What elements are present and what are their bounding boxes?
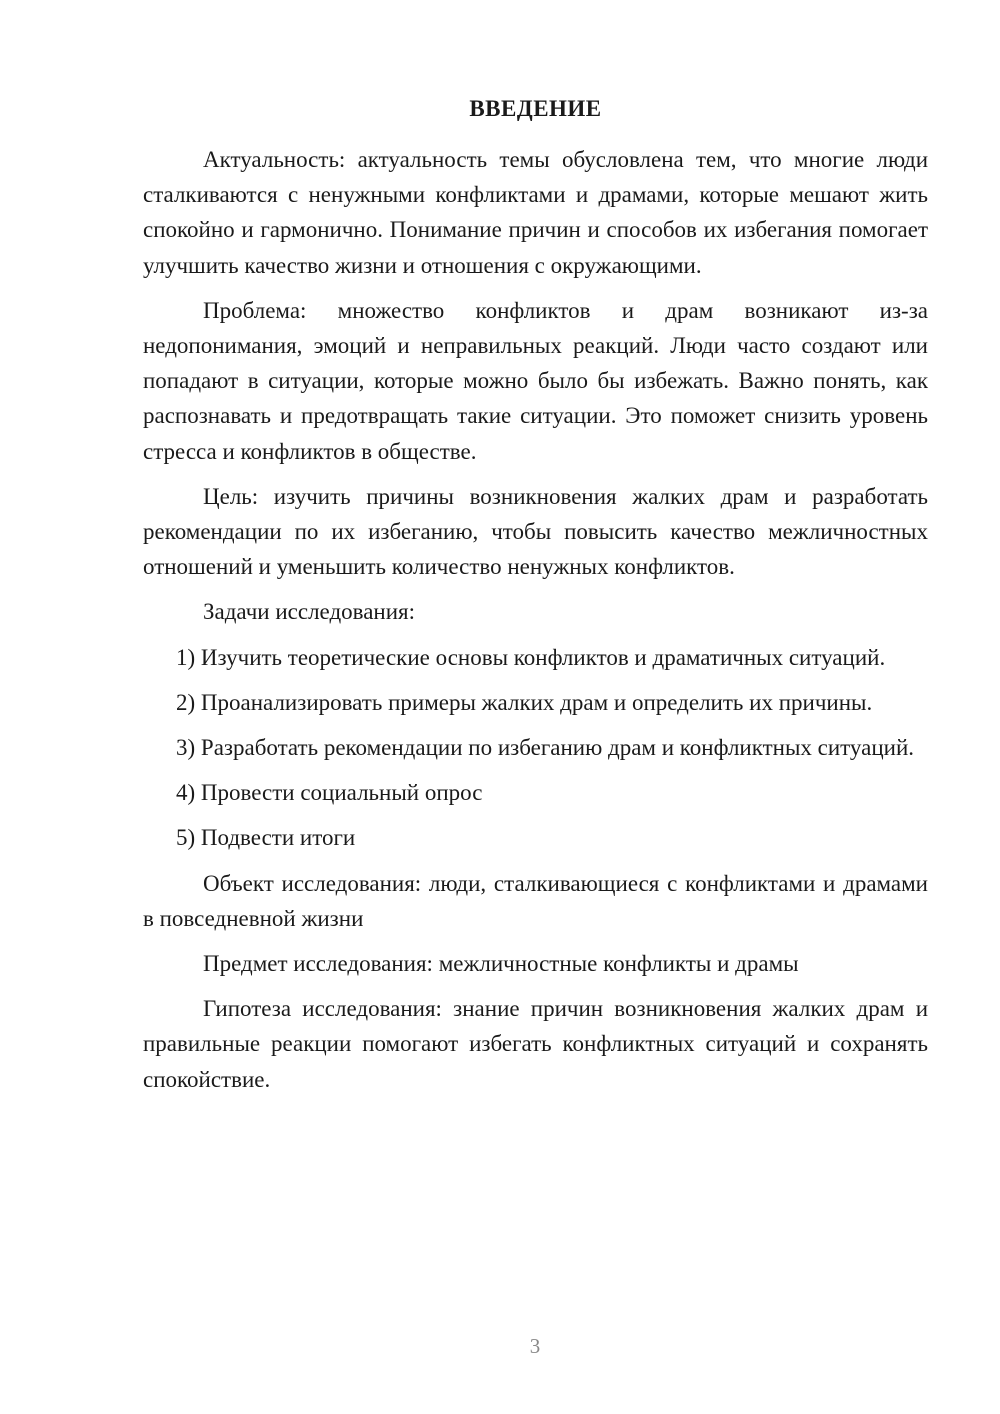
page-number: 3 — [529, 1334, 541, 1358]
paragraph-subject: Предмет исследования: межличностные конфликты и драмы — [203, 951, 799, 977]
task-item-1: 1) Изучить теоретические основы конфликтов и драматичных ситуаций. — [176, 644, 886, 670]
task-item-3: 3) Разработать рекомендации по избеганию драм и конфликтных ситуаций. — [176, 735, 915, 761]
paragraph-hypothesis: Гипотеза исследования: знание причин возникновения жалких драм и правильные реакции помогают избегать конфликтных ситуаций и сохранять спокойствие. — [143, 996, 928, 1092]
document-body — [143, 142, 928, 1107]
task-item-4: 4) Провести социальный опрос — [176, 780, 483, 806]
paragraph-object: Объект исследования: люди, сталкивающиеся с конфликтами и драмами в повседневной жизни — [143, 870, 928, 931]
paragraph-problem: Проблема: множество конфликтов и драм возникают из-за недопонимания, эмоций и неправильных реакций. Люди часто создают или попадают в ситуации, которые можно было бы избежать. Важно понять, как распознавать и предотвращать такие ситуации. Это поможет снизить уровень стресса и конфликтов в обществе. — [143, 297, 928, 464]
paragraph-goal: Цель: изучить причины возникновения жалких драм и разработать рекомендации по их избеганию, чтобы повысить качество межличностных отношений и уменьшить количество ненужных конфликтов. — [143, 483, 928, 580]
paragraph-tasks-heading: Задачи исследования: — [203, 599, 416, 625]
section-title: ВВЕДЕНИЕ — [469, 96, 602, 121]
task-item-2: 2) Проанализировать примеры жалких драм и определить их причины. — [176, 689, 873, 715]
task-item-5: 5) Подвести итоги — [176, 825, 356, 851]
paragraph-relevance: Актуальность: актуальность темы обусловлена тем, что многие люди сталкиваются с ненужными конфликтами и драмами, которые мешают жить спокойно и гармонично. Понимание причин и способов их избегания помогает улучшить качество жизни и отношения с окружающими. — [143, 147, 928, 278]
